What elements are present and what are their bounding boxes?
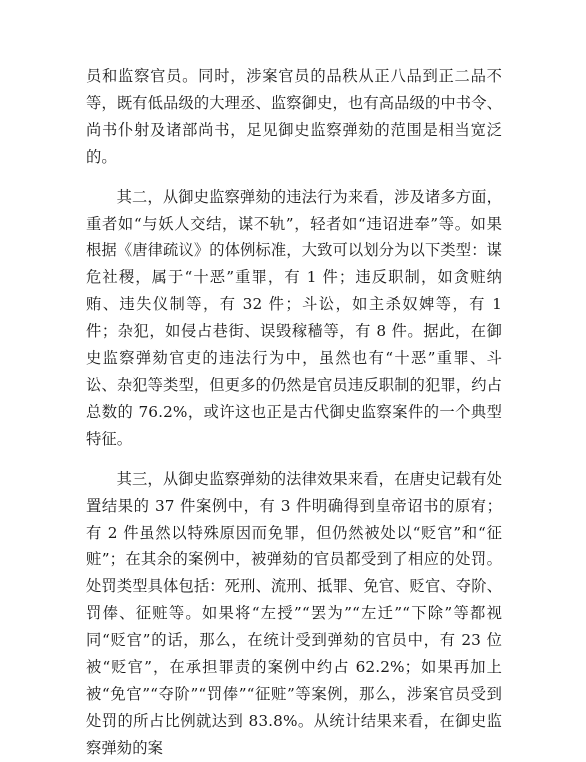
document-body [86, 63, 502, 762]
paragraph-third-point: 其三，从御史监察弹劾的法律效果来看，在唐史记载有处置结果的 37 件案例中，有 3 件明确得到皇帝诏书的原宥；有 2 件虽然以特殊原因而免罪，但仍然被处以“贬官”和“征赃”；在其余的案例中，被弹劾的官员都受到了相应的处罚。处罚类型具体包括：死刑、流刑、抵罪、免官、贬官、夺阶、罚俸、征赃等。如果将“左授”“罢为”“左迁”“下除”等都视同“贬官”的话，那么，在统计受到弹劾的官员中，有 23 位被“贬官”，在承担罪责的案例中约占 62.2%；如果再加上被“免官”“夺阶”“罚俸”“征赃”等案例，那么，涉案官员受到处罚的所占比例就达到 83.8%。从统计结果来看，在御史监察弹劾的案 [86, 469, 502, 757]
paragraph-second-point: 其二，从御史监察弹劾的违法行为来看，涉及诸多方面，重者如“与妖人交结，谋不轨”，轻者如“违诏进奉”等。如果根据《唐律疏议》的体例标准，大致可以划分为以下类型：谋危社稷，属于“十恶”重罪，有 1 件；违反职制，如贪赃纳贿、违失仪制等，有 32 件；斗讼，如主杀奴婢等，有 1 件；杂犯，如侵占巷街、误毁稼穑等，有 8 件。据此，在御史监察弹劾官吏的违法行为中，虽然也有“十恶”重罪、斗讼、杂犯等类型，但更多的仍然是官员违反职制的犯罪，约占总数的 76.2%，或许这也正是古代御史监察案件的一个典型特征。 [86, 187, 502, 448]
paragraph-continuation: 员和监察官员。同时，涉案官员的品秩从正八品到正二品不等，既有低品级的大理丞、监察御史，也有高品级的中书令、尚书仆射及诸部尚书，足见御史监察弹劾的范围是相当宽泛的。 [86, 67, 502, 166]
